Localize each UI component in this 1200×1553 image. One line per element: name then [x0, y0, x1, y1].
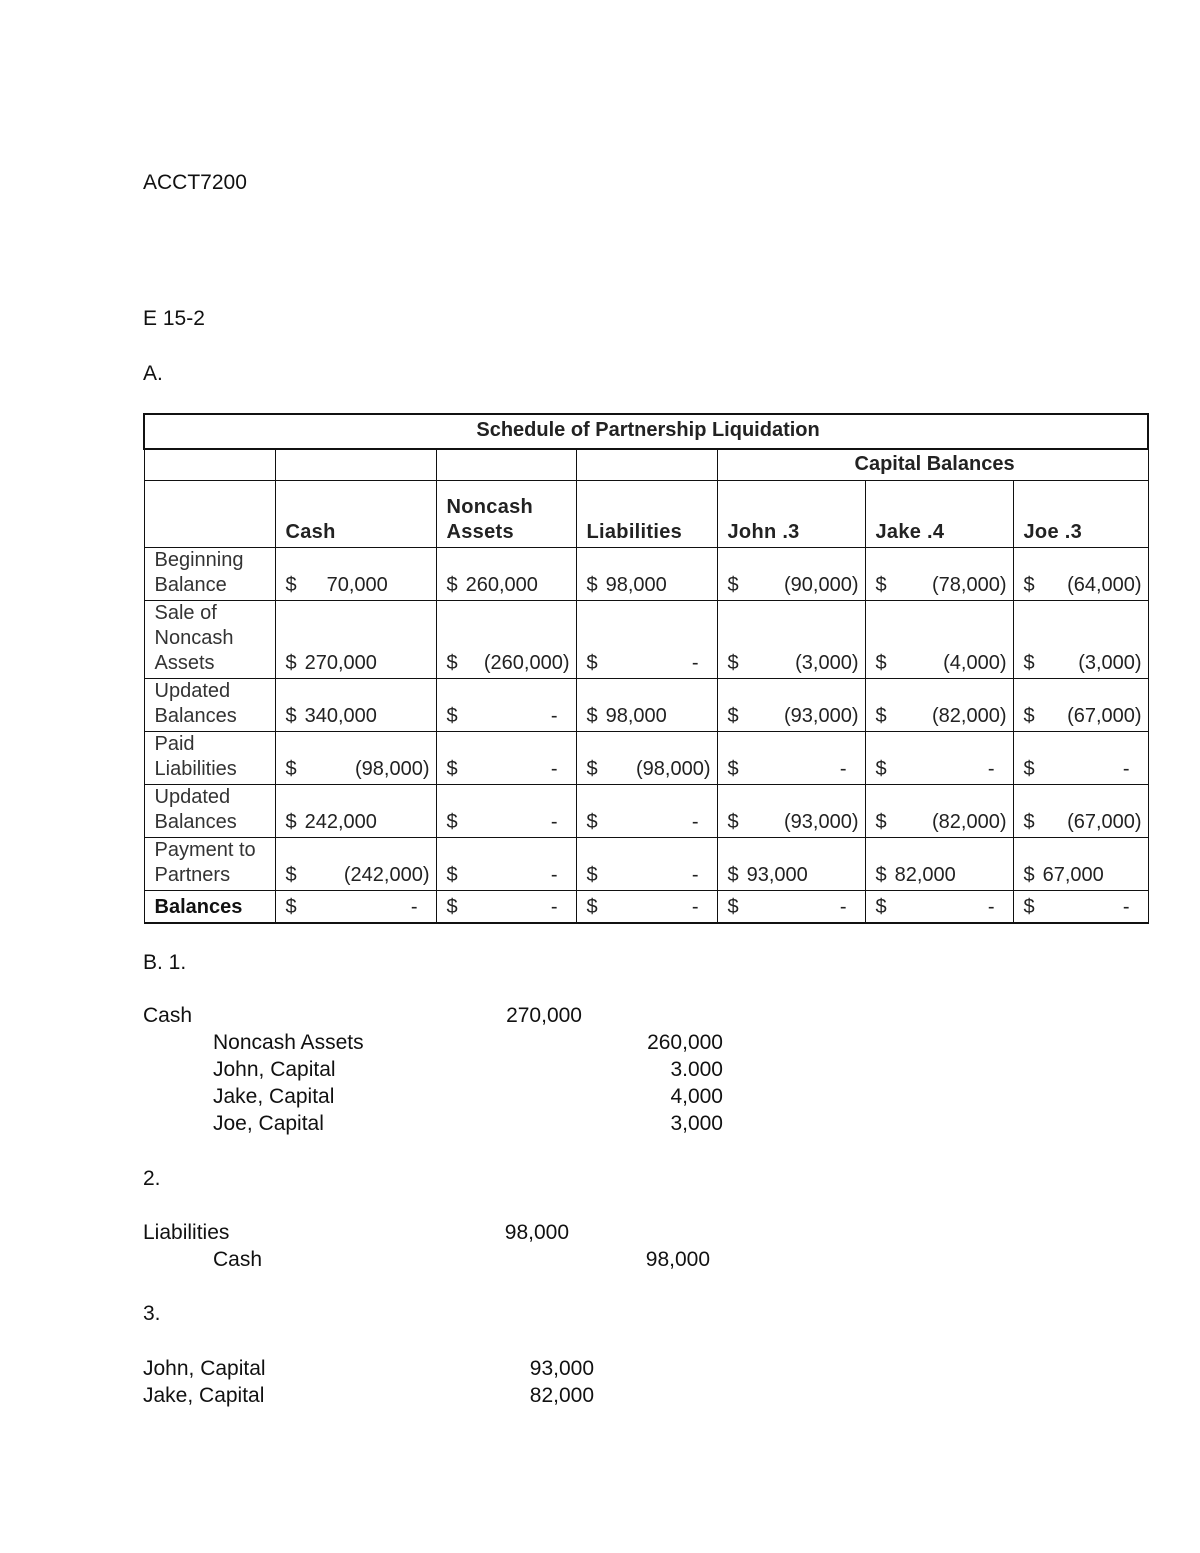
currency-symbol: $ — [875, 896, 887, 918]
amount: (98,000) — [636, 758, 711, 780]
journal-line — [143, 1029, 1200, 1056]
currency-symbol: $ — [1023, 811, 1035, 833]
currency-symbol: $ — [446, 574, 458, 596]
amount: - — [839, 896, 847, 918]
account-name: Noncash Assets — [213, 1031, 364, 1054]
currency-symbol: $ — [727, 864, 739, 886]
amount: (98,000) — [355, 758, 430, 780]
journal-entry-2 — [143, 1219, 1200, 1273]
column-header-cash: Cash — [275, 481, 436, 548]
table-cell — [1013, 891, 1148, 924]
currency-symbol: $ — [285, 864, 297, 886]
table-cell — [576, 891, 717, 924]
row-label: Sale of Noncash Assets — [144, 601, 275, 679]
table-cell — [436, 601, 576, 679]
table-cell — [865, 679, 1013, 732]
table-cell — [865, 548, 1013, 601]
currency-symbol: $ — [727, 652, 739, 674]
table-cell — [1013, 785, 1148, 838]
amount: - — [691, 864, 699, 886]
amount: - — [550, 705, 558, 727]
exercise-number: E 15-2 — [143, 307, 205, 330]
currency-symbol: $ — [727, 705, 739, 727]
row-label: Updated Balances — [144, 679, 275, 732]
debit-amount: 270,000 — [506, 1004, 582, 1027]
amount: 242,000 — [304, 811, 377, 833]
currency-symbol: $ — [1023, 864, 1035, 886]
currency-symbol: $ — [727, 574, 739, 596]
table-row — [144, 785, 1148, 838]
currency-symbol: $ — [586, 896, 598, 918]
table-cell — [275, 679, 436, 732]
table-cell — [1013, 732, 1148, 785]
account-name: Liabilities — [143, 1221, 230, 1244]
currency-symbol: $ — [875, 705, 887, 727]
currency-symbol: $ — [446, 864, 458, 886]
currency-symbol: $ — [1023, 705, 1035, 727]
table-cell — [576, 838, 717, 891]
currency-symbol: $ — [1023, 758, 1035, 780]
amount: (3,000) — [1078, 652, 1142, 674]
journal-line — [143, 1246, 1200, 1273]
table-row — [144, 838, 1148, 891]
currency-symbol: $ — [586, 864, 598, 886]
column-header — [144, 481, 275, 548]
amount: - — [410, 896, 418, 918]
amount: - — [1122, 896, 1130, 918]
table-cell — [436, 891, 576, 924]
amount: - — [1122, 758, 1130, 780]
table-cell — [436, 679, 576, 732]
table-cell — [717, 732, 865, 785]
table-row — [144, 679, 1148, 732]
currency-symbol: $ — [446, 652, 458, 674]
account-name: Jake, Capital — [143, 1384, 265, 1407]
table-cell — [717, 601, 865, 679]
account-name: Jake, Capital — [213, 1085, 335, 1108]
table-cell — [275, 732, 436, 785]
currency-symbol: $ — [446, 705, 458, 727]
credit-amount: 3,000 — [670, 1112, 723, 1135]
amount: (3,000) — [795, 652, 859, 674]
table-cell — [436, 732, 576, 785]
journal-line — [143, 1002, 1200, 1029]
amount: 260,000 — [465, 574, 538, 596]
column-header-liabilities: Liabilities — [576, 481, 717, 548]
amount: (78,000) — [932, 574, 1007, 596]
account-name: Cash — [143, 1004, 193, 1027]
table-row — [144, 601, 1148, 679]
column-header-joe: Joe .3 — [1013, 481, 1148, 548]
amount: (260,000) — [483, 652, 570, 674]
table-cell — [717, 838, 865, 891]
amount: 340,000 — [304, 705, 377, 727]
account-name: John, Capital — [213, 1058, 336, 1081]
table-cell — [275, 891, 436, 924]
row-label: Beginning Balance — [144, 548, 275, 601]
row-label: Balances — [144, 891, 275, 924]
blank-header-cell — [144, 449, 275, 481]
row-label: Paid Liabilities — [144, 732, 275, 785]
amount: (4,000) — [943, 652, 1007, 674]
currency-symbol: $ — [875, 864, 887, 886]
table-cell — [717, 548, 865, 601]
amount: (82,000) — [932, 811, 1007, 833]
part-b-3-label: 3. — [143, 1302, 161, 1325]
table-cell — [275, 838, 436, 891]
currency-symbol: $ — [727, 896, 739, 918]
table-cell — [576, 601, 717, 679]
amount: - — [550, 864, 558, 886]
amount: 82,000 — [894, 864, 956, 886]
table-cell — [865, 732, 1013, 785]
currency-symbol: $ — [285, 574, 297, 596]
journal-line — [143, 1110, 1200, 1137]
schedule-title: Schedule of Partnership Liquidation — [144, 414, 1148, 449]
amount: (93,000) — [784, 705, 859, 727]
amount: - — [691, 896, 699, 918]
currency-symbol: $ — [285, 811, 297, 833]
table-cell — [436, 785, 576, 838]
course-code: ACCT7200 — [143, 171, 247, 194]
table-row — [144, 891, 1148, 924]
currency-symbol: $ — [875, 652, 887, 674]
currency-symbol: $ — [285, 896, 297, 918]
amount: 70,000 — [326, 574, 388, 596]
currency-symbol: $ — [285, 652, 297, 674]
table-cell — [576, 679, 717, 732]
row-label: Payment to Partners — [144, 838, 275, 891]
currency-symbol: $ — [586, 574, 598, 596]
table-cell — [865, 838, 1013, 891]
table-row — [144, 732, 1148, 785]
credit-amount: 98,000 — [645, 1248, 710, 1271]
currency-symbol: $ — [586, 652, 598, 674]
amount: 270,000 — [304, 652, 377, 674]
amount: (67,000) — [1067, 705, 1142, 727]
row-label: Updated Balances — [144, 785, 275, 838]
table-cell — [865, 601, 1013, 679]
amount: (93,000) — [784, 811, 859, 833]
table-cell — [275, 601, 436, 679]
currency-symbol: $ — [875, 574, 887, 596]
table-cell — [717, 785, 865, 838]
journal-entry-3 — [143, 1355, 1200, 1409]
amount: - — [839, 758, 847, 780]
currency-symbol: $ — [446, 811, 458, 833]
blank-header-cell — [576, 449, 717, 481]
table-cell — [865, 785, 1013, 838]
amount: 98,000 — [605, 705, 667, 727]
account-name: Joe, Capital — [213, 1112, 324, 1135]
account-name: John, Capital — [143, 1357, 266, 1380]
amount: - — [550, 896, 558, 918]
liquidation-schedule-table — [143, 413, 1149, 924]
amount: (64,000) — [1067, 574, 1142, 596]
table-cell — [1013, 601, 1148, 679]
amount: 98,000 — [605, 574, 667, 596]
amount: - — [987, 758, 995, 780]
currency-symbol: $ — [586, 705, 598, 727]
currency-symbol: $ — [446, 896, 458, 918]
column-header-jake: Jake .4 — [865, 481, 1013, 548]
currency-symbol: $ — [875, 811, 887, 833]
table-cell — [717, 891, 865, 924]
amount: (90,000) — [784, 574, 859, 596]
currency-symbol: $ — [727, 758, 739, 780]
currency-symbol: $ — [1023, 574, 1035, 596]
credit-amount: 260,000 — [647, 1031, 723, 1054]
blank-header-cell — [436, 449, 576, 481]
currency-symbol: $ — [285, 758, 297, 780]
capital-balances-header: Capital Balances — [717, 449, 1148, 481]
currency-symbol: $ — [285, 705, 297, 727]
part-b-2-label: 2. — [143, 1167, 161, 1190]
amount: - — [987, 896, 995, 918]
journal-line — [143, 1219, 1200, 1246]
table-cell — [275, 548, 436, 601]
debit-amount: 98,000 — [504, 1221, 569, 1244]
currency-symbol: $ — [586, 758, 598, 780]
currency-symbol: $ — [1023, 652, 1035, 674]
amount: 93,000 — [746, 864, 808, 886]
journal-line — [143, 1382, 1200, 1409]
credit-amount: 4,000 — [670, 1085, 723, 1108]
currency-symbol: $ — [586, 811, 598, 833]
table-cell — [576, 732, 717, 785]
amount: - — [550, 758, 558, 780]
journal-line — [143, 1083, 1200, 1110]
journal-line — [143, 1056, 1200, 1083]
table-cell — [436, 838, 576, 891]
currency-symbol: $ — [446, 758, 458, 780]
currency-symbol: $ — [727, 811, 739, 833]
table-cell — [576, 785, 717, 838]
debit-amount: 93,000 — [529, 1357, 594, 1380]
currency-symbol: $ — [1023, 896, 1035, 918]
credit-amount: 3.000 — [670, 1058, 723, 1081]
amount: - — [691, 652, 699, 674]
amount: - — [550, 811, 558, 833]
blank-header-cell — [275, 449, 436, 481]
amount: (242,000) — [343, 864, 430, 886]
table-cell — [1013, 838, 1148, 891]
currency-symbol: $ — [875, 758, 887, 780]
column-header-noncash-assets: Noncash Assets — [436, 481, 576, 548]
table-row — [144, 548, 1148, 601]
part-b-label: B. 1. — [143, 951, 187, 974]
table-cell — [275, 785, 436, 838]
amount: (67,000) — [1067, 811, 1142, 833]
table-cell — [1013, 548, 1148, 601]
amount: 67,000 — [1042, 864, 1104, 886]
column-header-john: John .3 — [717, 481, 865, 548]
table-cell — [436, 548, 576, 601]
part-a-label: A. — [143, 362, 163, 385]
amount: (82,000) — [932, 705, 1007, 727]
table-cell — [576, 548, 717, 601]
journal-line — [143, 1355, 1200, 1382]
amount: - — [691, 811, 699, 833]
debit-amount: 82,000 — [529, 1384, 594, 1407]
journal-entry-1 — [143, 1002, 1200, 1137]
table-cell — [1013, 679, 1148, 732]
table-cell — [717, 679, 865, 732]
table-cell — [865, 891, 1013, 924]
account-name: Cash — [213, 1248, 263, 1271]
